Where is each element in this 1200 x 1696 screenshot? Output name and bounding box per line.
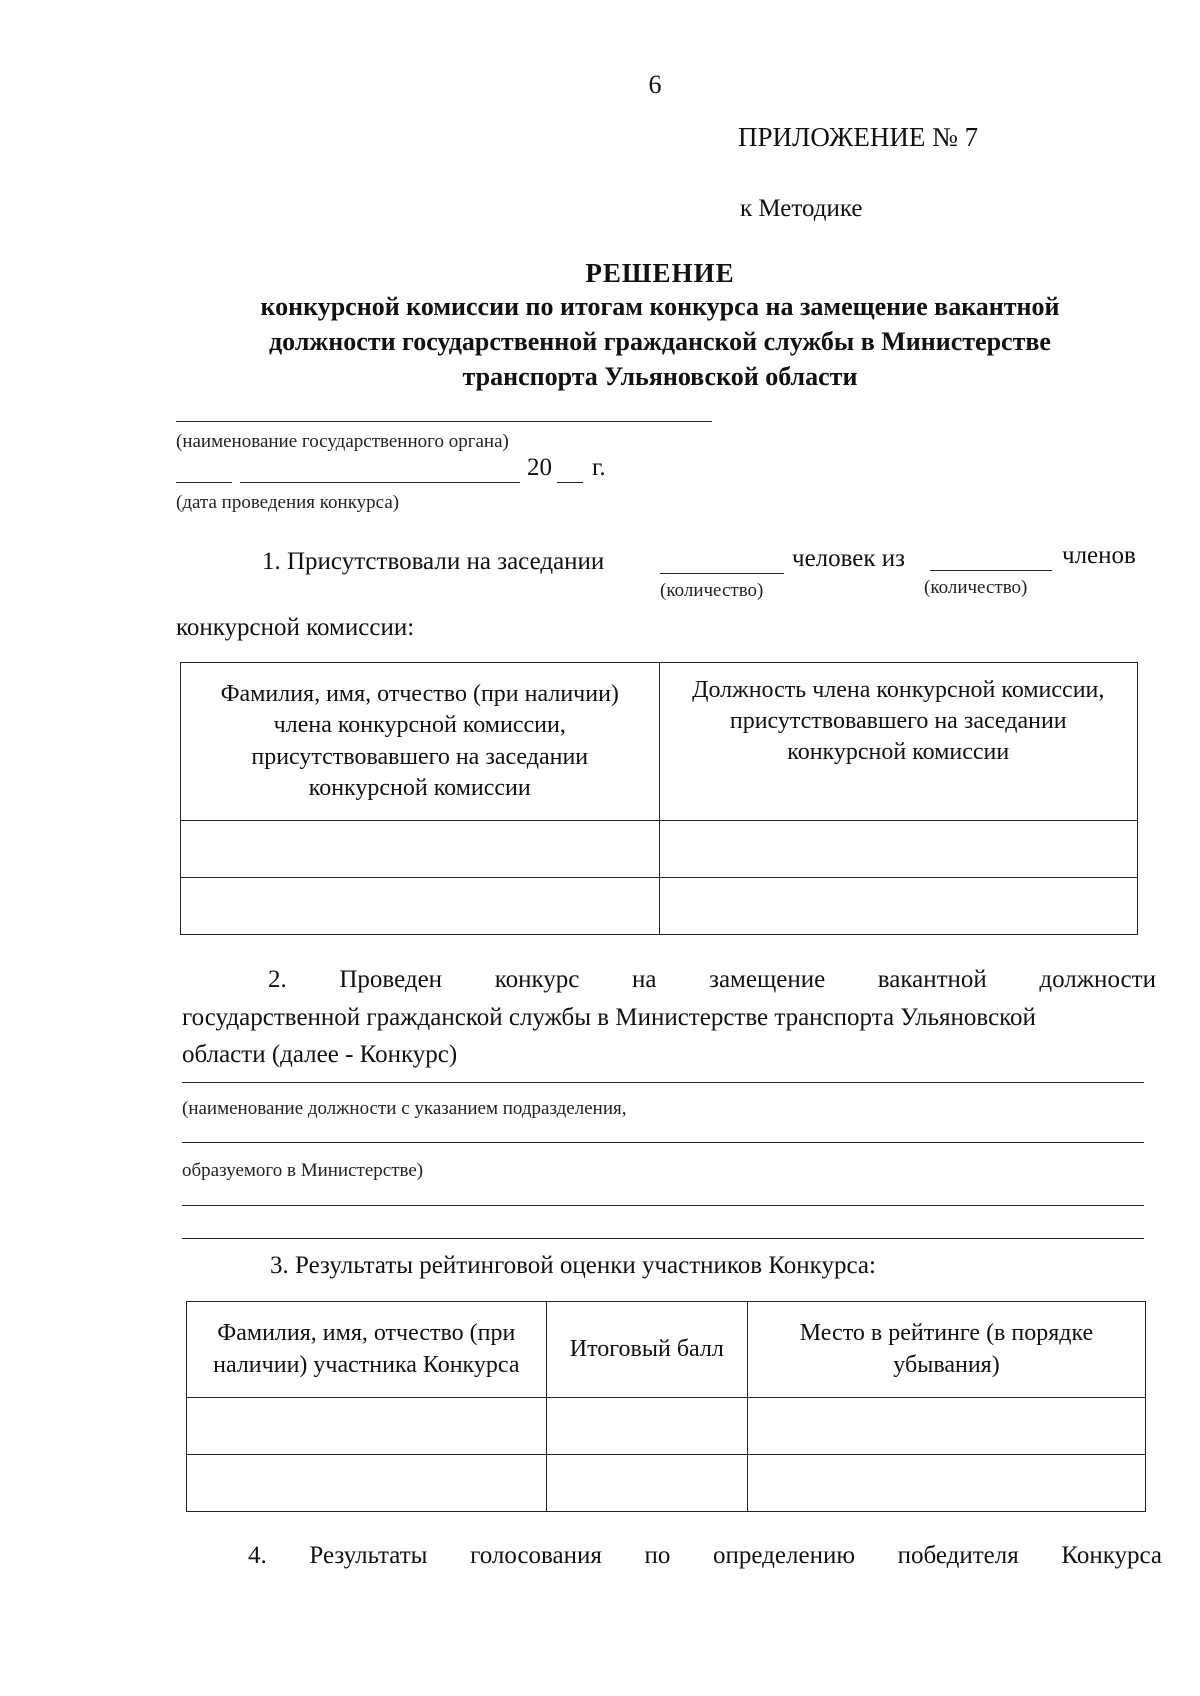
section-4-line-1 xyxy=(248,1542,1162,1570)
section-4-word: Результаты xyxy=(309,1542,428,1569)
decision-subtitle-line-1: конкурсной комиссии по итогам конкурса на замещение вакантной xyxy=(260,292,1060,321)
table-header-cell: Фамилия, имя, отчество (при наличии) участника Конкурса xyxy=(187,1302,547,1398)
appendix-title: ПРИЛОЖЕНИЕ № 7 xyxy=(738,122,979,152)
date-month-field xyxy=(240,482,520,483)
section-1-text-start: 1. Присутствовали на заседании xyxy=(262,548,605,575)
table-header-cell: Итоговый балл xyxy=(546,1302,747,1398)
section-2-word: замещение xyxy=(709,966,826,993)
table-cell xyxy=(187,1455,547,1512)
decision-title: РЕШЕНИЕ xyxy=(585,258,735,288)
table-cell xyxy=(748,1455,1146,1512)
position-name-caption-1: (наименование должности с указанием подразделения, xyxy=(182,1098,627,1119)
section-4-word: голосования xyxy=(470,1542,602,1569)
table-row xyxy=(187,1455,1146,1512)
org-name-caption: (наименование государственного органа) xyxy=(176,431,509,452)
appendix-subtitle: к Методике xyxy=(740,195,863,222)
section-4-word: по xyxy=(644,1542,671,1569)
section-2-word: Проведен xyxy=(339,966,443,993)
commission-members-table xyxy=(180,662,1138,935)
table-header-cell: Должность члена конкурсной комиссии, присутствовавшего на заседании конкурсной комиссии xyxy=(659,663,1138,821)
section-2-word: вакантной xyxy=(877,966,987,993)
present-count-caption: (количество) xyxy=(660,580,764,601)
position-name-caption-2: образуемого в Министерстве) xyxy=(182,1160,424,1181)
section-4-word: 4. xyxy=(248,1542,267,1569)
section-2-word: конкурс xyxy=(494,966,580,993)
date-day-field xyxy=(176,482,232,483)
present-count-field xyxy=(660,573,784,574)
section-1-text-mid: человек из xyxy=(792,545,906,572)
table-header-cell: Фамилия, имя, отчество (при наличии) члена конкурсной комиссии, присутствовавшего на заседании конкурсной комиссии xyxy=(181,663,660,821)
section-1-text-end: членов xyxy=(1062,542,1136,569)
table-row xyxy=(181,878,1138,935)
section-4-word: Конкурса xyxy=(1061,1542,1162,1569)
section-2-line-1 xyxy=(268,966,1156,994)
table-header-cell: Место в рейтинге (в порядке убывания) xyxy=(748,1302,1146,1398)
table-cell xyxy=(748,1398,1146,1455)
table-cell xyxy=(546,1398,747,1455)
table-cell xyxy=(181,878,660,935)
date-year-prefix: 20 xyxy=(527,454,552,481)
org-name-field xyxy=(176,421,712,422)
table-row xyxy=(181,821,1138,878)
table-row xyxy=(187,1398,1146,1455)
table-header-row xyxy=(181,663,1138,821)
section-4-word: победителя xyxy=(897,1542,1019,1569)
table-cell xyxy=(187,1398,547,1455)
section-2-word: на xyxy=(631,966,657,993)
position-name-field xyxy=(182,1082,1144,1083)
date-year-suffix: г. xyxy=(592,454,606,481)
position-name-field xyxy=(182,1142,1144,1143)
section-3-text: 3. Результаты рейтинговой оценки участников Конкурса: xyxy=(270,1252,876,1279)
position-name-field xyxy=(182,1238,1144,1239)
total-count-caption: (количество) xyxy=(924,577,1028,598)
decision-subtitle-line-2: должности государственной гражданской службы в Министерстве xyxy=(269,327,1051,356)
table-cell xyxy=(659,821,1138,878)
table-cell xyxy=(659,878,1138,935)
table-header-row xyxy=(187,1302,1146,1398)
position-name-field xyxy=(182,1205,1144,1206)
table-cell xyxy=(546,1455,747,1512)
date-year-field xyxy=(557,482,583,483)
section-2-word: 2. xyxy=(268,966,287,993)
decision-subtitle-line-3: транспорта Ульяновской области xyxy=(462,362,858,391)
section-4-word: определению xyxy=(713,1542,855,1569)
section-1-continuation: конкурсной комиссии: xyxy=(176,614,415,641)
table-cell xyxy=(181,821,660,878)
section-2-line-2: государственной гражданской службы в Министерстве транспорта Ульяновской xyxy=(182,1004,1036,1031)
page-number: 6 xyxy=(648,70,662,99)
section-2-word: должности xyxy=(1039,966,1156,993)
rating-results-table xyxy=(186,1301,1146,1512)
section-2-line-3: области (далее - Конкурс) xyxy=(182,1041,458,1068)
total-count-field xyxy=(930,570,1052,571)
date-caption: (дата проведения конкурса) xyxy=(176,492,400,513)
